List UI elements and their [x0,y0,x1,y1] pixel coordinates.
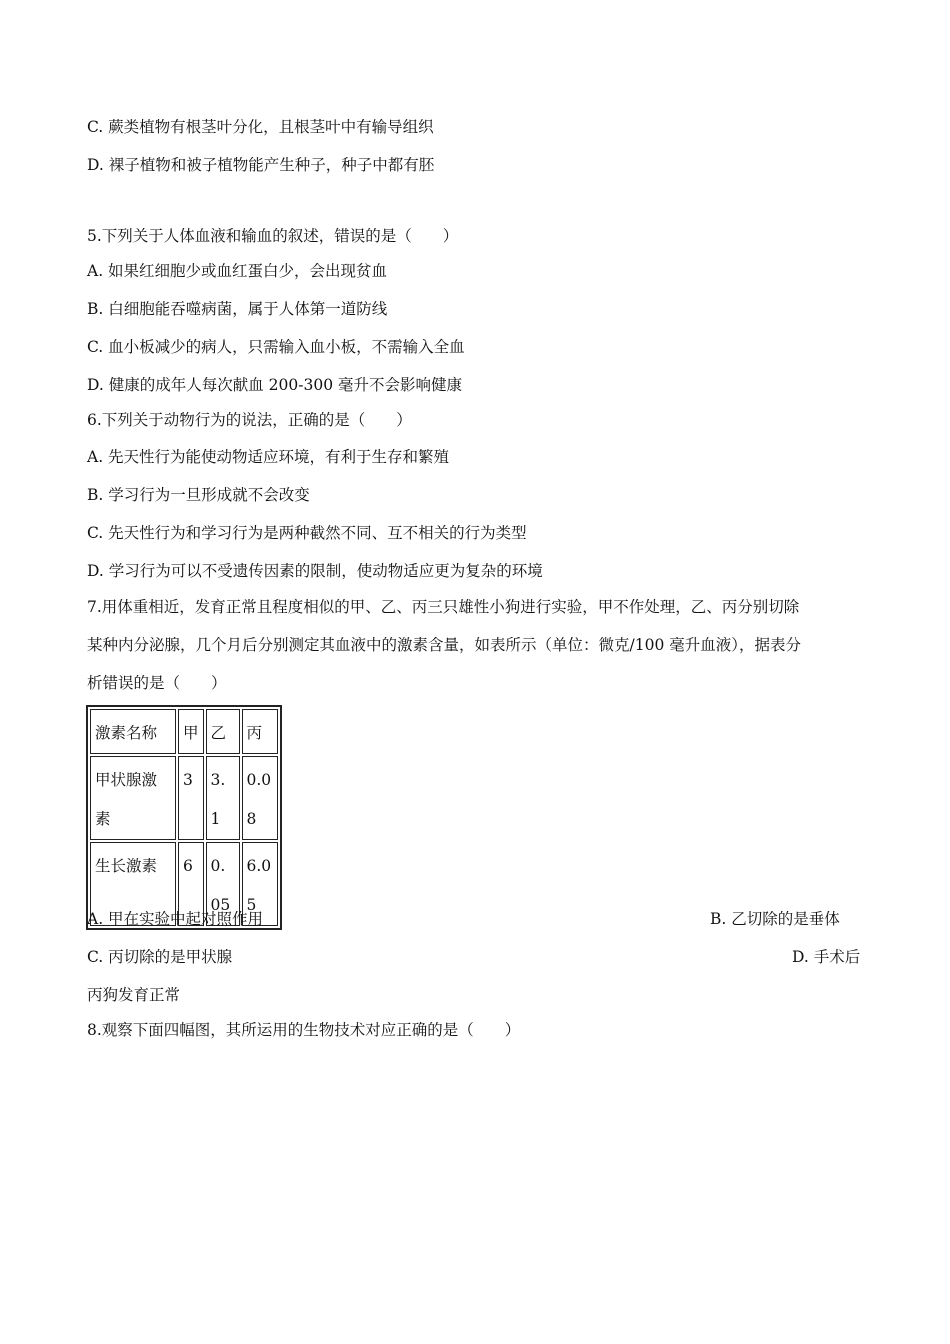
q7-option-d-part1: D. 手术后 [792,948,861,966]
q6-option-d: D. 学习行为可以不受遗传因素的限制，使动物适应更为复杂的环境 [87,562,543,580]
cell-hormone-name: 甲状腺激素 [90,756,176,840]
cell-yi: 3.1 [206,756,240,840]
cell-yi: 0.05 [206,842,240,926]
q5-option-d: D. 健康的成年人每次献血 200-300 毫升不会影响健康 [87,376,462,394]
q4-option-c: C. 蕨类植物有根茎叶分化，且根茎叶中有输导组织 [87,118,434,136]
header-bing: 丙 [242,709,278,754]
q6-stem: 6.下列关于动物行为的说法，正确的是（ ） [87,411,412,429]
cell-bing: 0.08 [242,756,278,840]
cell-jia: 6 [178,842,204,926]
table-row [90,756,278,840]
q7-option-c: C. 丙切除的是甲状腺 [87,948,233,966]
q5-option-a: A. 如果红细胞少或血红蛋白少，会出现贫血 [87,262,388,280]
header-hormone-name: 激素名称 [90,709,176,754]
header-jia: 甲 [178,709,204,754]
q7-stem-line1: 7.用体重相近，发育正常且程度相似的甲、乙、丙三只雄性小狗进行实验，甲不作处理，乙、丙分别切除 [87,598,800,616]
q5-stem: 5.下列关于人体血液和输血的叙述，错误的是（ ） [87,227,459,245]
cell-hormone-name: 生长激素 [90,842,176,926]
q7-stem-line3: 析错误的是（ ） [87,674,227,692]
q4-option-d: D. 裸子植物和被子植物能产生种子，种子中都有胚 [87,156,435,174]
q7-option-d-part2: 丙狗发育正常 [87,986,181,1004]
q5-option-c: C. 血小板减少的病人，只需输入血小板，不需输入全血 [87,338,465,356]
q7-stem-line2: 某种内分泌腺，几个月后分别测定其血液中的激素含量，如表所示（单位：微克/100 毫升血液），据表分 [87,636,801,654]
cell-bing: 6.05 [242,842,278,926]
hormone-table [86,705,282,930]
q5-option-b: B. 白细胞能吞噬病菌，属于人体第一道防线 [87,300,388,318]
q7-option-a: A. 甲在实验中起对照作用 [87,910,264,928]
cell-jia: 3 [178,756,204,840]
header-yi: 乙 [206,709,240,754]
q6-option-c: C. 先天性行为和学习行为是两种截然不同、互不相关的行为类型 [87,524,527,542]
q7-option-b: B. 乙切除的是垂体 [710,910,840,928]
table-header-row [90,709,278,754]
q6-option-a: A. 先天性行为能使动物适应环境，有利于生存和繁殖 [87,448,450,466]
q8-stem: 8.观察下面四幅图，其所运用的生物技术对应正确的是（ ） [87,1021,521,1039]
q6-option-b: B. 学习行为一旦形成就不会改变 [87,486,310,504]
